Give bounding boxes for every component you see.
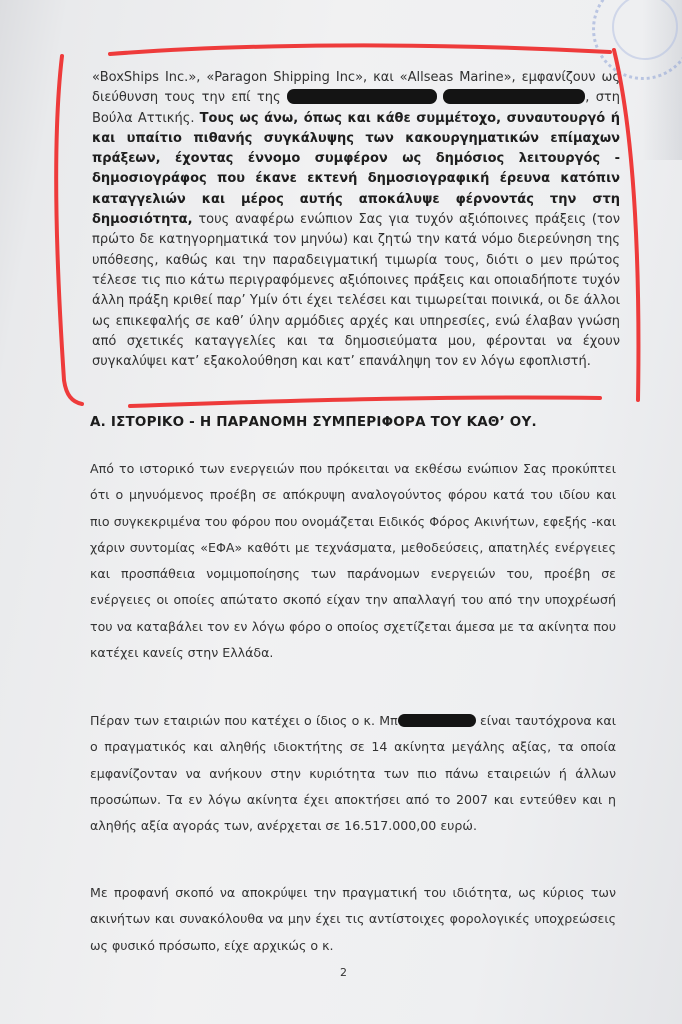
properties-paragraph (90, 708, 616, 839)
properties-text-end: είναι ταυτόχρονα και ο πραγματικός και αληθής ιδιοκτήτης σε 14 ακίνητα μεγάλης αξίας, τα οποία εμφανίζονταν να ανήκουν στην κυριότητα των πιο πάνω εταιρειών ή άλλων προσώπων. Τα εν λόγω ακίνητα έχει αποκτήσει από το 2007 και εντεύθεν και η αληθής αξία αγοράς των, ανέρχεται σε 16.517.000,00 ευρώ. (90, 713, 616, 834)
redaction-bar (398, 714, 476, 727)
section-heading: Α. ΙΣΤΟΡΙΚΟ - Η ΠΑΡΑΝΟΜΗ ΣΥΜΠΕΡΙΦΟΡΑ ΤΟΥ ΚΑΘ’ ΟΥ. (90, 414, 537, 430)
page-number: 2 (340, 966, 347, 979)
marker-top-stroke (110, 45, 610, 54)
address-location-text: , στη Βούλα Αττικής. (92, 90, 621, 126)
redaction-bar (443, 89, 585, 104)
marker-bottom-stroke (130, 397, 600, 406)
redaction-bar (287, 89, 437, 104)
highlighted-paragraph (92, 68, 620, 372)
purpose-paragraph: Με προφανή σκοπό να αποκρύψει την πραγματική του ιδιότητα, ως κύριος των ακινήτων και συνακόλουθα να μην έχει τις αντίστοιχες φορολογικές υποχρεώσεις ως φυσικό πρόσωπο, είχε αρχικώς ο κ. (90, 885, 616, 953)
bold-accusation-text: Τους ως άνω, όπως και κάθε συμμέτοχο, συναυτουργό ή και υπαίτιο πιθανής συγκάλυψης των κακουργηματικών επίμαχων πράξεων, έχοντας έννομο συμφέρον ως δημόσιος λειτουργός - δημοσιογράφος που έκανε εκτενή δημοσιογραφική έρευνα κατόπιν καταγγελιών και μέρος αυτής αποκάλυψε φέρνοντάς την στη δημοσιότητα, (92, 110, 621, 228)
marker-left-stroke (56, 56, 82, 404)
address-intro-text: εμφανίζουν ως διεύθυνση τους την επί της (92, 70, 620, 106)
company-names-line: «BoxShips Inc.», «Paragon Shipping Inc», και «Allseas Marine», (92, 70, 516, 85)
history-paragraph: Από το ιστορικό των ενεργειών που πρόκειται να εκθέσω ενώπιον Σας προκύπτει ότι ο μηνυόμενος προέβη σε απόκρυψη αναλογούντος φόρου κατά του ιδίου και πιο συγκεκριμένα του φόρου που ονομάζεται Ειδικός Φόρος Ακινήτων, εφεξής -και χάριν συντομίας «ΕΦΑ» καθότι με τεχνάσματα, μεθοδεύσεις, απατηλές ενέργειες και προσπάθεια νομιμοποίησης των παράνομων ενεργειών του, προέβη σε ενέργειες οι οποίες απώτατο σκοπό είχαν την απαλλαγή του από την υποχρέωσή του να καταβάλει τον εν λόγω φόρο ο οποίος σχετίζεται άμεσα με τα ακίνητα που κατέχει κανείς στην Ελλάδα. (90, 461, 616, 661)
properties-text-start: Πέραν των εταιριών που κατέχει ο ίδιος ο κ. Μπ (90, 713, 398, 728)
complaint-text: τους αναφέρω ενώπιον Σας για τυχόν αξιόποινες πράξεις (τον πρώτο δε κατηγορηματικά τον μηνύω) και ζητώ την κατά νόμο διερεύνηση της υπόθεσης, καθώς και την παραδειγματική τιμωρία τους, διότι ο μεν πρώτος τέλεσε τις πιο κάτω περιγραφόμενες αξιόποινες πράξεις και οποιαδήποτε τυχόν άλλη πράξη κριθεί παρ’ Υμίν ότι έχει τελέσει και τιμωρείται ποινικά, οι δε άλλοι ως επικεφαλής σε καθ’ ύλην αρμόδιες αρχές και υπηρεσίες, ενώ έλαβαν γνώση από σχετικές καταγγελίες και τα δημοσιεύματα μου, φέρονται να έχουν συγκαλύψει κατ’ εξακολούθηση και κατ’ επανάληψη τον εν λόγω εφοπλιστή. (92, 212, 620, 370)
